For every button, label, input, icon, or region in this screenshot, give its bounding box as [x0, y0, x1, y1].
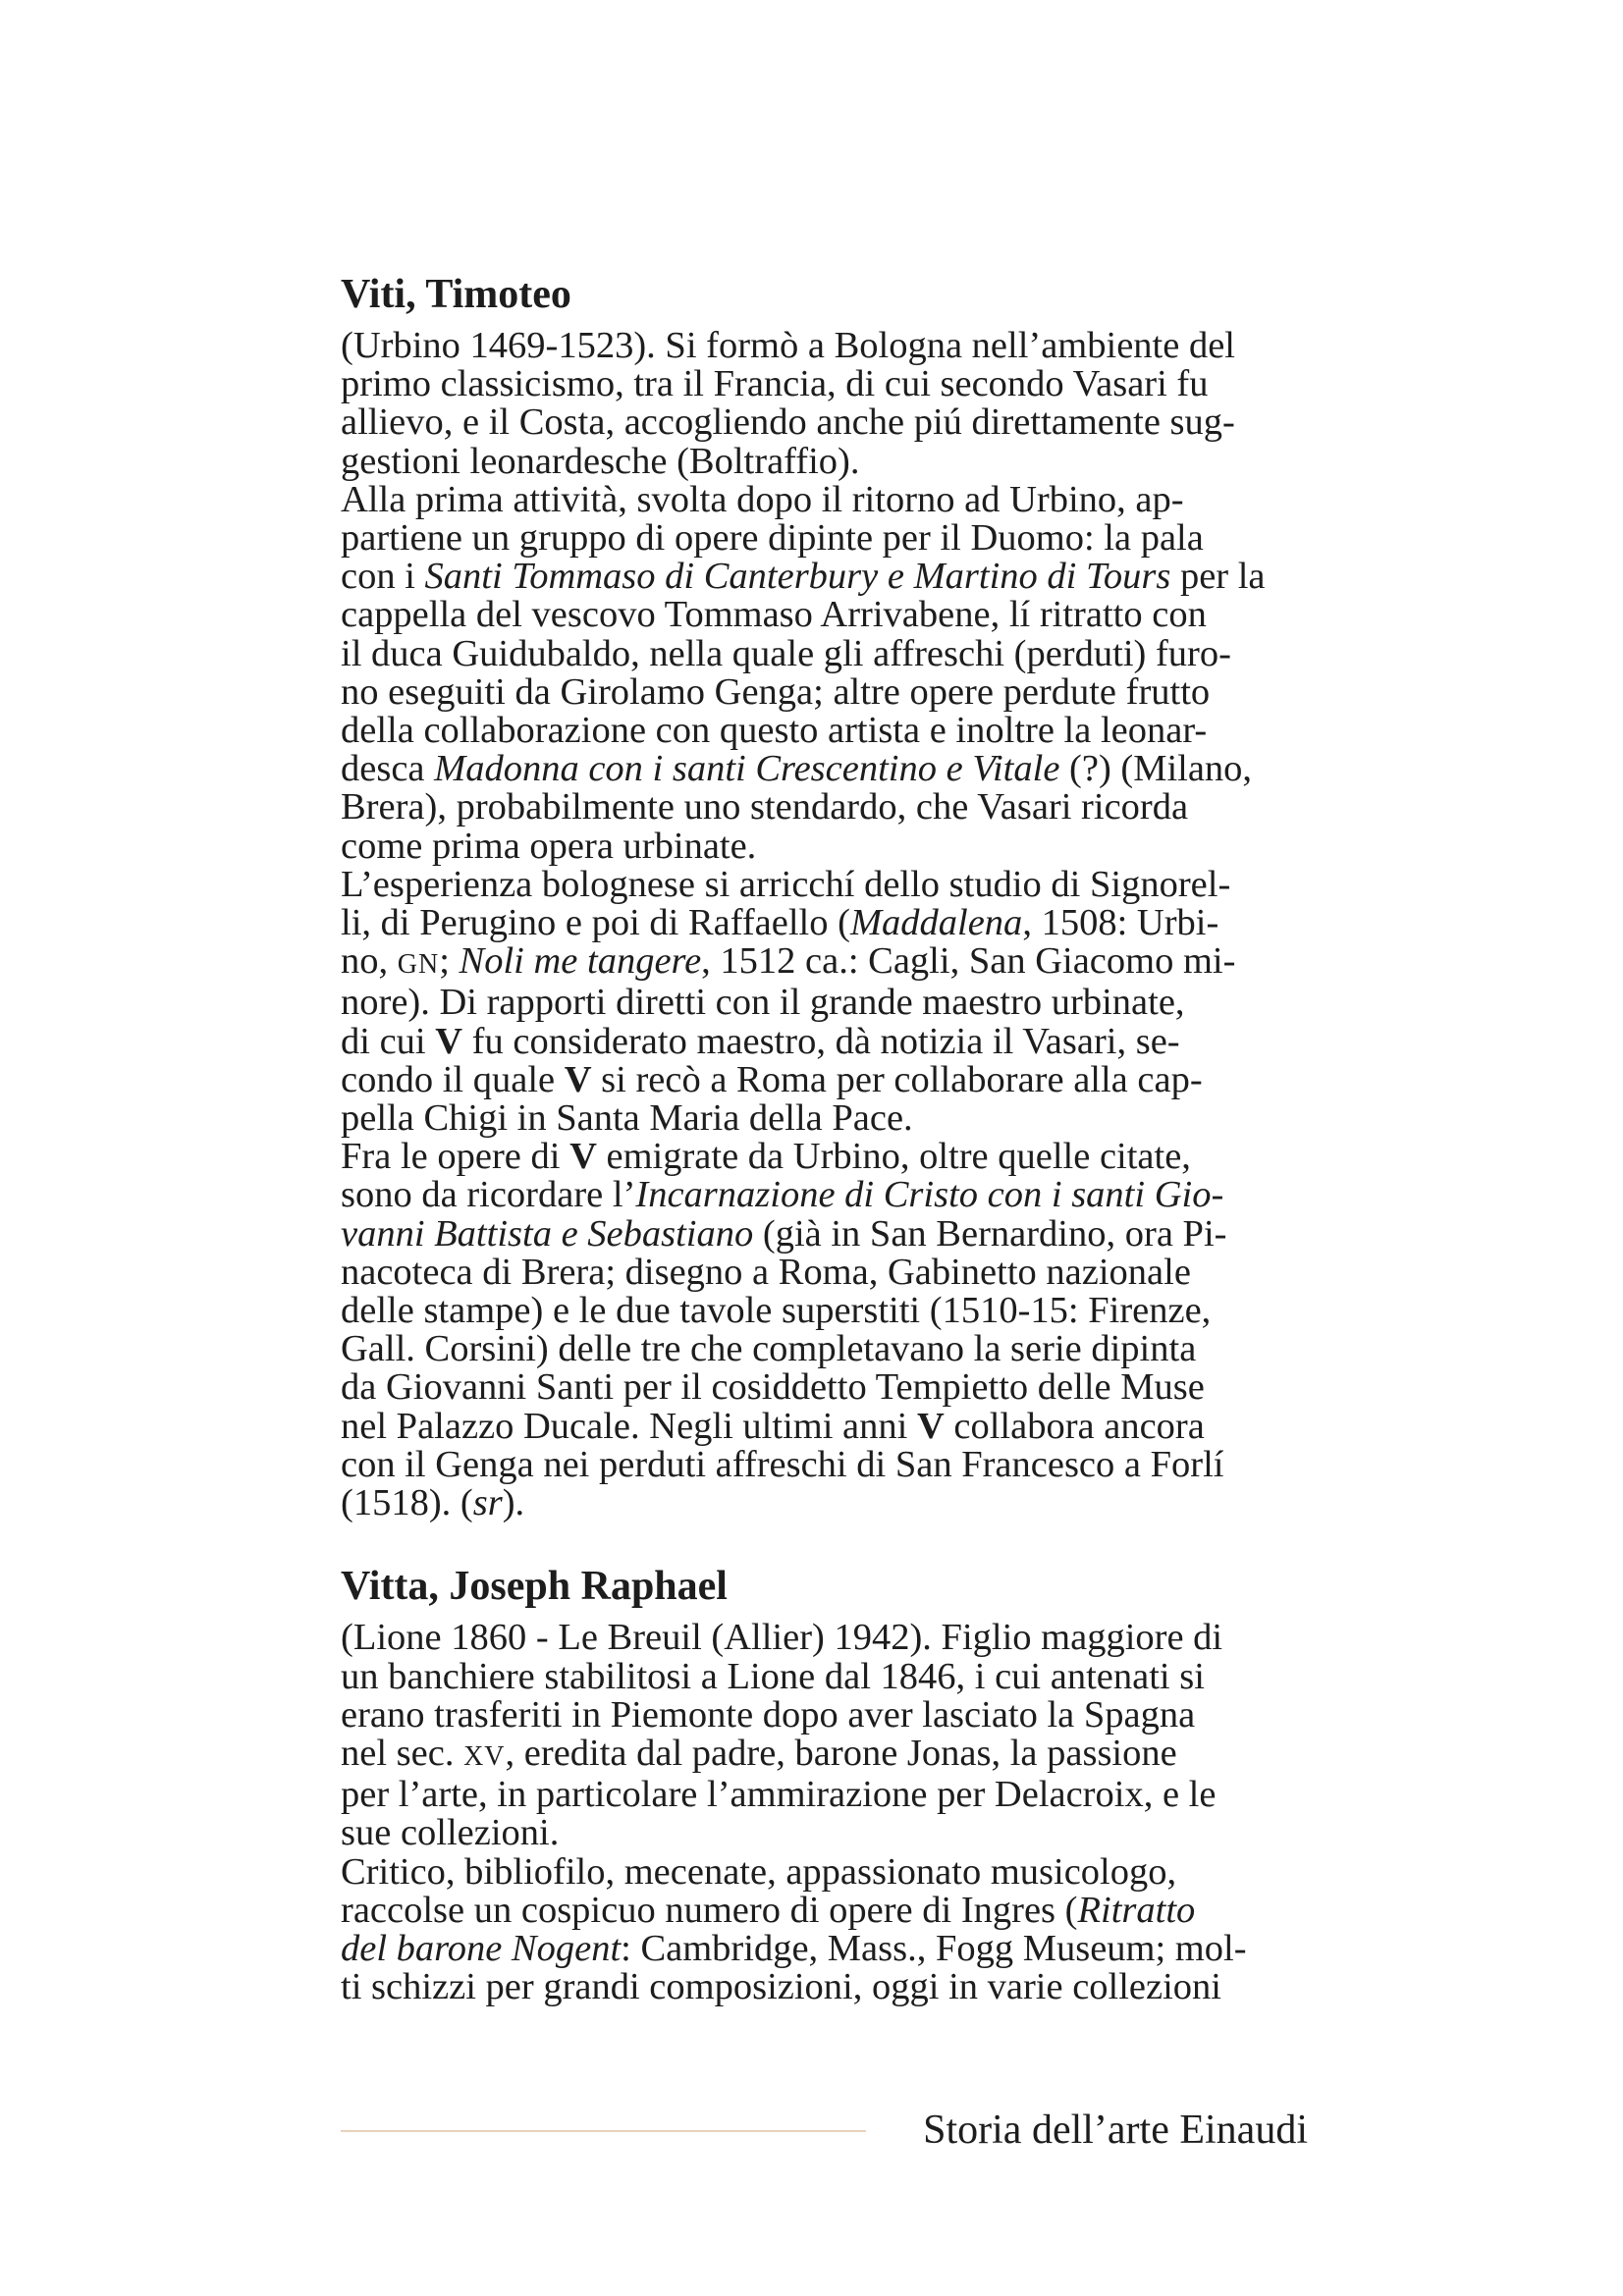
text-line: [341, 1405, 1308, 1447]
text-line: [341, 1330, 1308, 1368]
text-segment: , 1512 ca.: Cagli, San Giacomo mi-: [701, 940, 1236, 983]
text-segment: (Lione 1860 - Le Breuil (Allier) 1942). Figlio maggiore di: [341, 1617, 1223, 1659]
paragraph: [341, 327, 1308, 481]
text-line: [341, 365, 1308, 403]
italic-title: Ritratto: [1077, 1889, 1196, 1931]
text-line: [341, 1058, 1308, 1100]
text-segment: ;: [439, 940, 460, 983]
text-line: [341, 1251, 1308, 1293]
bold-abbreviation: V: [916, 1405, 945, 1447]
text-segment: si recò a Roma per collaborare alla cap-: [591, 1058, 1203, 1100]
text-line: [341, 1889, 1308, 1931]
text-segment: sue collezioni.: [341, 1812, 560, 1854]
text-segment: desca: [341, 748, 435, 790]
text-segment: L’esperienza bolognese si arricchí dello studio di Signorel-: [341, 863, 1231, 905]
small-caps-text: XV: [463, 1740, 506, 1772]
paragraph: [341, 1850, 1308, 2008]
paragraph: [341, 1138, 1308, 1522]
text-line: [341, 1968, 1308, 2006]
page-body: [341, 270, 1308, 2006]
entry-title: Vitta, Joseph Raphael: [341, 1564, 728, 1610]
text-segment: cappella del vescovo Tommaso Arrivabene, lí ritratto con: [341, 594, 1207, 636]
text-line: [341, 632, 1308, 674]
text-line: [341, 1850, 1308, 1893]
text-line: [341, 1368, 1308, 1407]
page-footer: [341, 2106, 1308, 2155]
text-segment: primo classicismo, tra il Francia, di cui secondo Vasari fu: [341, 363, 1209, 405]
italic-title: Maddalena: [849, 902, 1023, 944]
text-segment: di cui: [341, 1020, 436, 1062]
bold-abbreviation: V: [564, 1058, 592, 1100]
text-line: [341, 1138, 1308, 1176]
text-line: [341, 1212, 1308, 1255]
text-segment: nore). Di rapporti diretti con il grande maestro urbinate,: [341, 982, 1185, 1024]
entry-body: [341, 1619, 1308, 2006]
text-segment: collabora ancora: [944, 1405, 1205, 1447]
text-segment: da Giovanni Santi per il cosiddetto Tempietto delle Muse: [341, 1366, 1205, 1409]
text-line: [341, 403, 1308, 442]
text-segment: gestioni leonardesche (Boltraffio).: [341, 440, 860, 482]
text-segment: no eseguiti da Girolamo Genga; altre opere perdute frutto: [341, 670, 1211, 713]
entry-title: Viti, Timoteo: [341, 272, 571, 317]
text-line: [341, 1484, 1308, 1522]
text-segment: ).: [502, 1482, 525, 1524]
text-line: [341, 1776, 1308, 1814]
text-line: [341, 750, 1308, 788]
text-line: [341, 1619, 1308, 1657]
text-segment: condo il quale: [341, 1058, 565, 1100]
text-segment: Critico, bibliofilo, mecenate, appassionato musicologo,: [341, 1850, 1177, 1893]
paragraph: [341, 478, 1308, 867]
text-segment: delle stampe) e le due tavole superstiti (1510-15: Firenze,: [341, 1290, 1212, 1332]
text-line: [341, 670, 1308, 713]
text-line: [341, 825, 1308, 867]
text-segment: erano trasferiti in Piemonte dopo aver lasciato la Spagna: [341, 1693, 1196, 1735]
text-segment: per l’arte, in particolare l’ammirazione per Delacroix, e le: [341, 1774, 1217, 1816]
paragraph: [341, 1619, 1308, 1852]
text-segment: con il Genga nei perduti affreschi di San Francesco a Forlí: [341, 1443, 1224, 1485]
text-segment: della collaborazione con questo artista e inoltre la leonar-: [341, 710, 1208, 752]
text-line: [341, 327, 1308, 365]
text-line: [341, 1443, 1308, 1485]
text-line: [341, 788, 1308, 827]
text-line: [341, 904, 1308, 942]
text-segment: , 1508: Urbi-: [1022, 902, 1219, 944]
text-line: [341, 519, 1308, 558]
italic-title: vanni Battista e Sebastiano: [341, 1212, 754, 1255]
bold-abbreviation: V: [435, 1020, 463, 1062]
text-line: [341, 1655, 1308, 1697]
text-segment: pella Chigi in Santa Maria della Pace.: [341, 1097, 913, 1140]
text-line: [341, 596, 1308, 634]
text-segment: fu considerato maestro, dà notizia il Vasari, se-: [462, 1020, 1180, 1062]
text-segment: come prima opera urbinate.: [341, 825, 757, 867]
text-segment: Gall. Corsini) delle tre che completavano la serie dipinta: [341, 1328, 1197, 1370]
italic-title: Incarnazione di Cristo con i santi Gio-: [635, 1174, 1224, 1216]
paragraph: [341, 863, 1308, 1140]
text-segment: no,: [341, 940, 398, 983]
text-line: [341, 1693, 1308, 1735]
entry-body: [341, 327, 1308, 1522]
text-segment: nel Palazzo Ducale. Negli ultimi anni: [341, 1405, 917, 1447]
text-segment: partiene un gruppo di opere dipinte per il Duomo: la pala: [341, 517, 1204, 560]
text-segment: : Cambridge, Mass., Fogg Museum; mol-: [621, 1927, 1247, 1969]
text-segment: con i: [341, 556, 425, 598]
footer-title: Storia dell’arte Einaudi: [923, 2108, 1308, 2153]
text-segment: Brera), probabilmente uno stendardo, che Vasari ricorda: [341, 786, 1189, 828]
text-line: [341, 984, 1308, 1022]
text-line: [341, 863, 1308, 905]
text-segment: (?) (Milano,: [1059, 748, 1253, 790]
text-line: [341, 1099, 1308, 1138]
text-segment: Fra le opere di: [341, 1136, 570, 1178]
text-line: [341, 1020, 1308, 1062]
text-line: [341, 1176, 1308, 1214]
text-segment: per la: [1170, 556, 1266, 598]
text-segment: (Urbino 1469-1523). Si formò a Bologna nell’ambiente del: [341, 325, 1235, 366]
text-segment: , eredita dal padre, barone Jonas, la passione: [505, 1732, 1177, 1774]
text-line: [341, 558, 1308, 596]
text-segment: (già in San Bernardino, ora Pi-: [753, 1212, 1227, 1255]
entry-separator: [341, 1522, 1308, 1562]
italic-title: Noli me tangere: [459, 940, 702, 983]
text-line: [341, 478, 1308, 520]
text-segment: allievo, e il Costa, accogliendo anche piú direttamente sug-: [341, 401, 1235, 444]
text-segment: il duca Guidubaldo, nella quale gli affreschi (perduti) furo-: [341, 632, 1231, 674]
text-line: [341, 712, 1308, 750]
text-line: [341, 1732, 1308, 1776]
text-segment: nacoteca di Brera; disegno a Roma, Gabinetto nazionale: [341, 1251, 1191, 1293]
text-segment: sono da ricordare l’: [341, 1174, 636, 1216]
text-line: [341, 1927, 1308, 1969]
text-segment: ti schizzi per grandi composizioni, oggi in varie collezioni: [341, 1966, 1222, 2008]
text-segment: (1518). (: [341, 1482, 473, 1524]
text-segment: un banchiere stabilitosi a Lione dal 1846, i cui antenati si: [341, 1655, 1205, 1697]
text-line: [341, 942, 1308, 984]
italic-title: sr: [472, 1482, 503, 1524]
text-segment: nel sec.: [341, 1732, 464, 1774]
text-line: [341, 440, 1308, 482]
bold-abbreviation: V: [569, 1136, 597, 1178]
text-segment: li, di Perugino e poi di Raffaello (: [341, 902, 850, 944]
text-segment: raccolse un cospicuo numero di opere di Ingres (: [341, 1889, 1078, 1931]
text-line: [341, 1292, 1308, 1330]
small-caps-text: GN: [397, 949, 440, 981]
italic-title: Madonna con i santi Crescentino e Vitale: [434, 748, 1060, 790]
text-segment: emigrate da Urbino, oltre quelle citate,: [596, 1136, 1191, 1178]
footer-rule: [341, 2130, 866, 2132]
text-line: [341, 1814, 1308, 1852]
text-segment: Alla prima attività, svolta dopo il ritorno ad Urbino, ap-: [341, 478, 1184, 520]
italic-title: Santi Tommaso di Canterbury e Martino di Tours: [424, 556, 1171, 598]
italic-title: del barone Nogent: [341, 1927, 622, 1969]
